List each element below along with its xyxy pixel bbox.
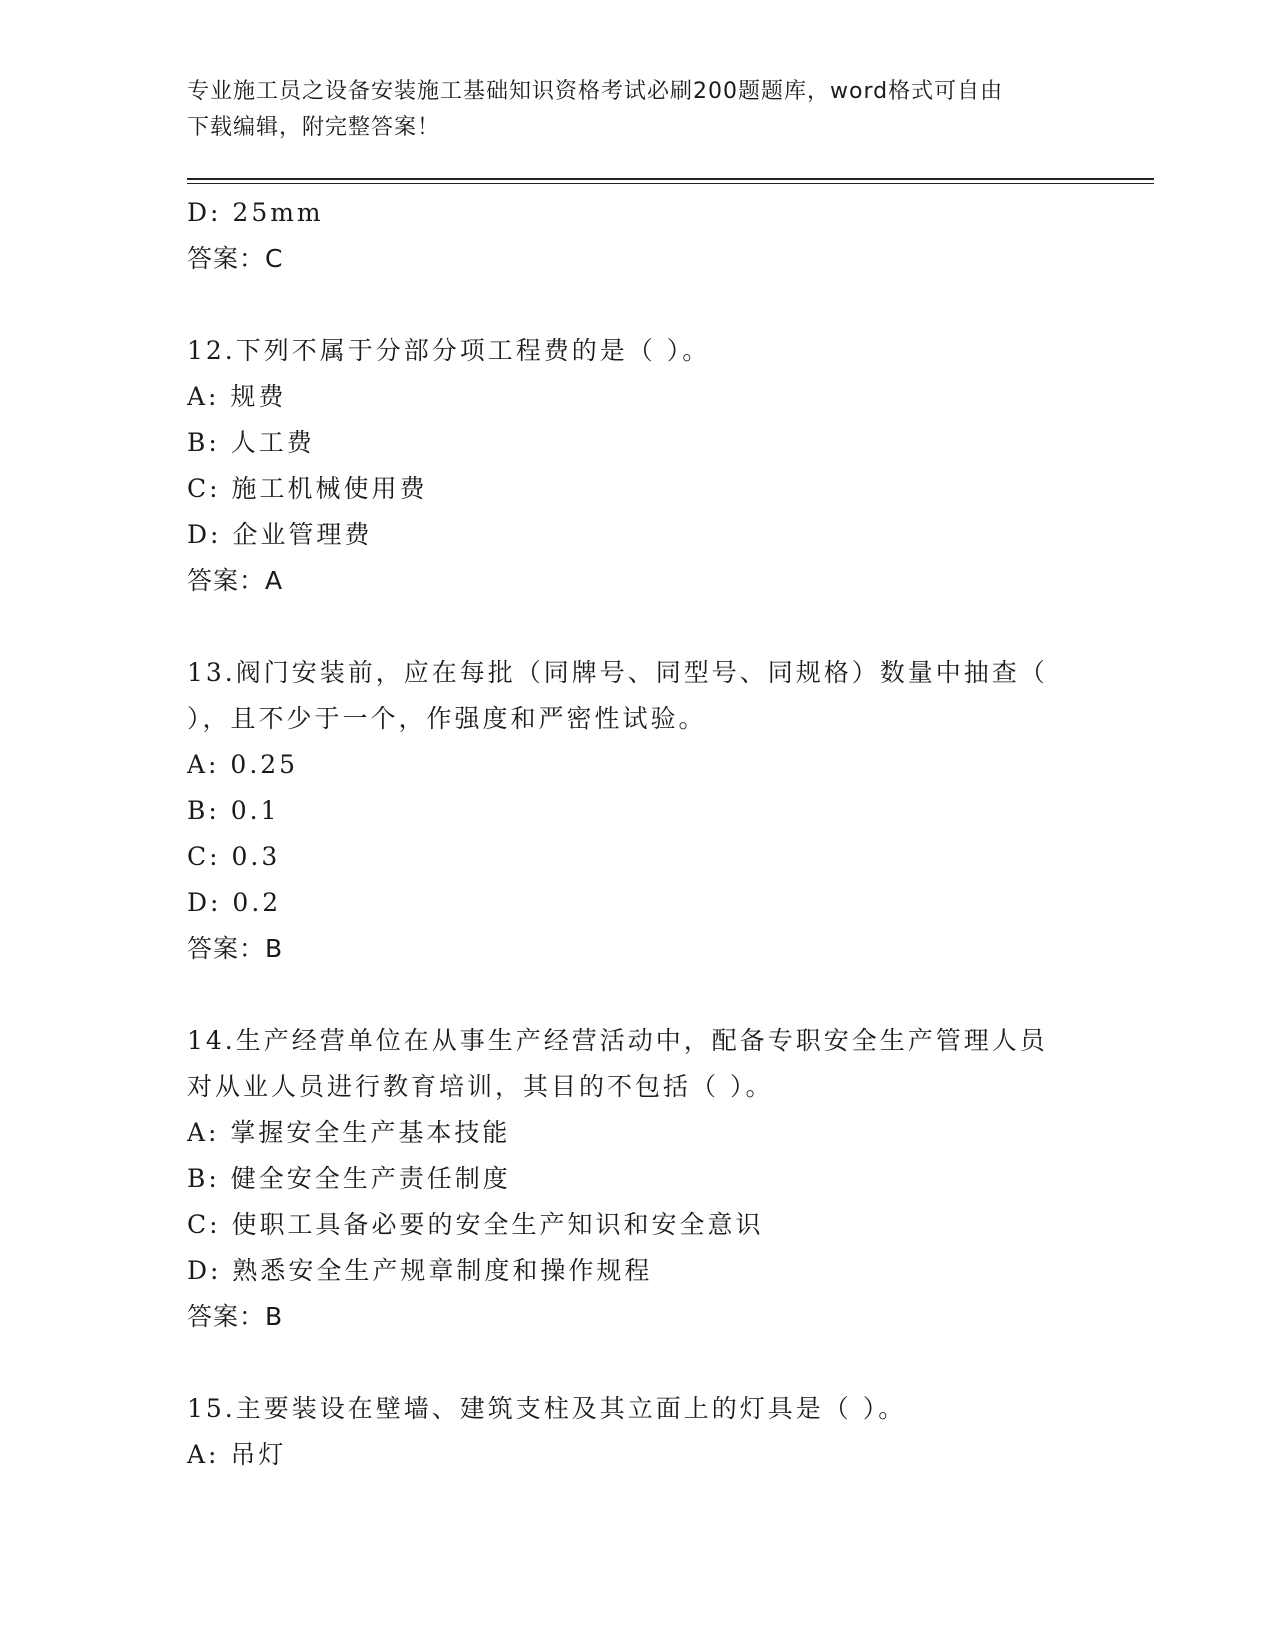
- option-b: B: 0.1: [187, 796, 280, 825]
- option-d: D: 熟悉安全生产规章制度和操作规程: [187, 1256, 653, 1285]
- question-stem: 12.下列不属于分部分项工程费的是（ ）。: [187, 336, 711, 365]
- option-a: A: 0.25: [187, 750, 299, 779]
- header-line-2: 下载编辑，附完整答案！: [187, 115, 441, 140]
- question-stem: 15.主要装设在壁墙、建筑支柱及其立面上的灯具是（ ）。: [187, 1394, 907, 1423]
- question-stem-line-2: ），且不少于一个，作强度和严密性试验。: [187, 704, 707, 733]
- answer-line: 答案：A: [187, 566, 284, 595]
- question-13: [187, 650, 1087, 972]
- question-15: [187, 1386, 1087, 1478]
- answer-line: 答案：B: [187, 1302, 284, 1331]
- option-d: D: 25mm: [187, 198, 324, 227]
- option-a: A: 掌握安全生产基本技能: [187, 1118, 511, 1147]
- option-c: C: 使职工具备必要的安全生产知识和安全意识: [187, 1210, 764, 1239]
- option-a: A: 规费: [187, 382, 287, 411]
- document-header: [187, 74, 1087, 146]
- question-stem-line-2: 对从业人员进行教育培训，其目的不包括（ ）。: [187, 1072, 774, 1101]
- option-d: D: 企业管理费: [187, 520, 373, 549]
- option-d: D: 0.2: [187, 888, 282, 917]
- answer-line: 答案：C: [187, 244, 284, 273]
- option-b: B: 人工费: [187, 428, 315, 457]
- question-stem-line-1: 14.生产经营单位在从事生产经营活动中，配备专职安全生产管理人员: [187, 1026, 1048, 1055]
- header-rule-thick: [187, 178, 1154, 180]
- option-c: C: 0.3: [187, 842, 281, 871]
- header-rule-thin: [187, 183, 1154, 184]
- answer-line: 答案：B: [187, 934, 284, 963]
- option-a: A: 吊灯: [187, 1440, 287, 1469]
- option-c: C: 施工机械使用费: [187, 474, 428, 503]
- question-14: [187, 1018, 1087, 1340]
- option-b: B: 健全安全生产责任制度: [187, 1164, 511, 1193]
- question-12: [187, 328, 1087, 604]
- question-list: [187, 190, 1087, 1478]
- header-line-1: 专业施工员之设备安装施工基础知识资格考试必刷200题题库，word格式可自由: [187, 79, 1004, 104]
- question-stem-line-1: 13.阀门安装前，应在每批（同牌号、同型号、同规格）数量中抽查（: [187, 658, 1048, 687]
